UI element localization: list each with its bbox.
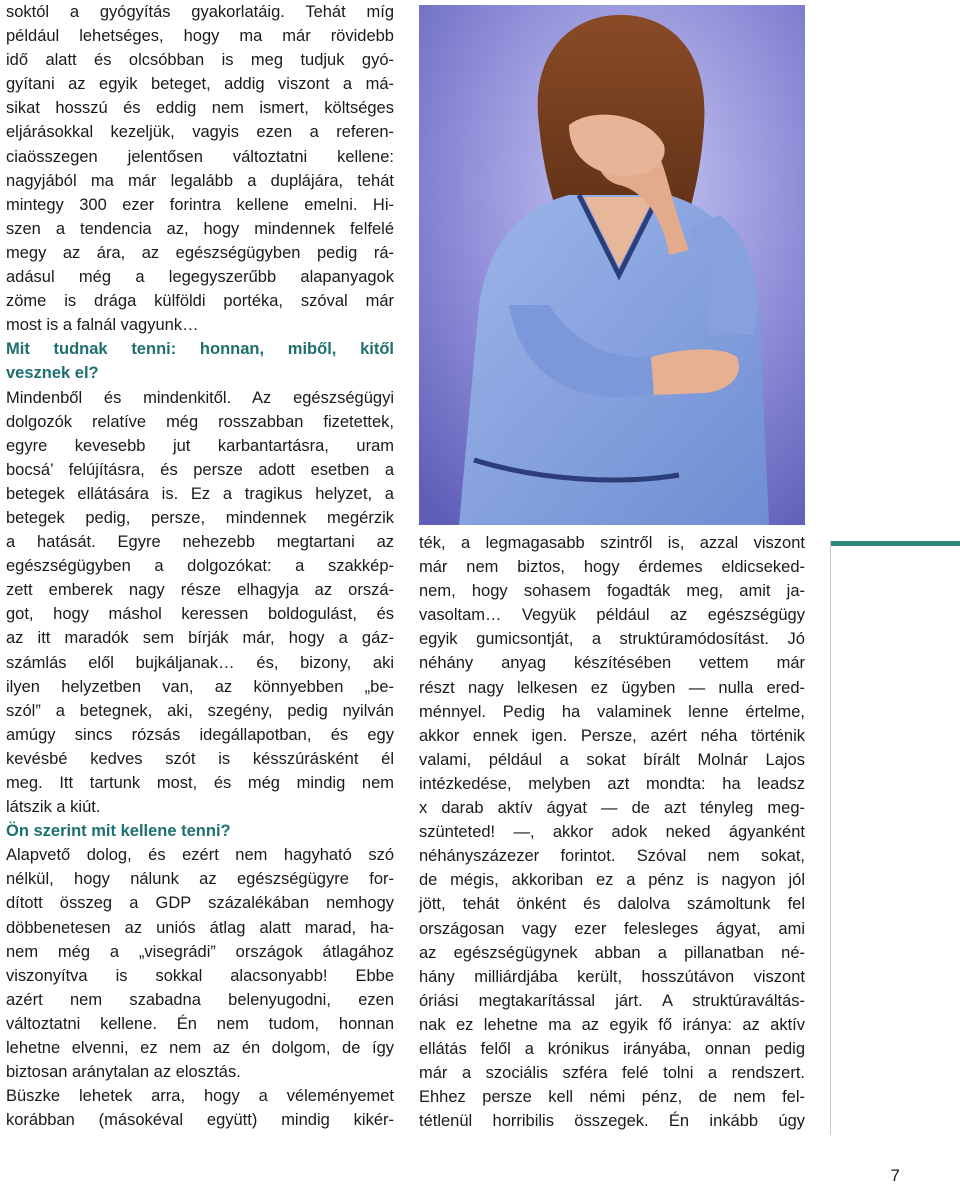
text-line: valami, például a sokat bírált Molnár Lajos [419, 750, 805, 769]
text-line: adásul még a legegyszerűbb alapanyagok [6, 268, 394, 287]
text-line: Alapvető dolog, és ezért nem hagyható szó [6, 846, 394, 865]
text-line: betegek pedig, persze, mindennek megérzik [6, 508, 394, 527]
text-line: ellátás felől a krónikus irányába, onnan pedig [419, 1039, 805, 1058]
page-number: 7 [890, 1166, 900, 1185]
text-line: hány milliárdjába került, hosszútávon viszont [419, 967, 805, 986]
text-line: sikat hosszú és eddig nem ismert, költséges [6, 99, 394, 118]
text-line: Mindenből és mindenkitől. Az egészségügyi [6, 388, 394, 407]
text-line: x darab aktív ágyat — de azt tényleg meg- [419, 799, 805, 818]
text-line: dított összeg a GDP százalékában nemhogy [6, 894, 394, 913]
text-line: ciaösszegen jelentősen változtatni kellene: [6, 147, 394, 166]
text-line: néhány anyag készítésében vettem már [419, 654, 805, 673]
question-line: vesznek el? [6, 364, 99, 383]
text-line: változtatni kellene. Én nem tudom, honnan [6, 1014, 394, 1033]
text-line: nagyjából ma már legalább a duplájára, tehát [6, 171, 394, 190]
text-line: nem, hogy sohasem fogadták meg, amit ja- [419, 582, 805, 601]
text-line: például lehetséges, hogy ma már rövidebb [6, 27, 394, 46]
text-line: vasoltam… Vegyük például az egészségügy [419, 606, 805, 625]
text-line: betegek ellátására is. Ez a tragikus helyzet, a [6, 484, 394, 503]
text-line: mintegy 300 ezer forintra kellene emelni. Hi- [6, 195, 394, 214]
text-line: óriási megtakarítással járt. A struktúraváltás- [419, 991, 805, 1010]
text-line: az egészségügynek abban a pillanatban né- [419, 943, 805, 962]
text-line: ilyen helyzetben van, az könnyebben „be- [6, 677, 394, 696]
text-line: soktól a gyógyítás gyakorlatáig. Tehát míg [6, 3, 394, 21]
text-line: meg. Itt tartunk most, és még mindig nem [6, 774, 394, 792]
text-line: got, hogy máshol keressen boldogulást, és [6, 605, 394, 624]
text-line: Büszke lehetek arra, hogy a véleményemet [6, 1087, 394, 1106]
text-line: országosan vagy ezer felesleges ágyat, ami [419, 919, 805, 938]
text-line: megy az ára, az egészségügyben pedig rá- [6, 243, 394, 262]
text-line: ték, a legmagasabb szintről is, azzal viszont [419, 534, 805, 552]
text-line: biztosan aránytalan az elosztás. [6, 1063, 241, 1082]
text-line: azért nem szabadna belenyugodni, ezen [6, 990, 394, 1009]
text-line: zett emberek nagy része elhagyja az orszá- [6, 581, 394, 600]
text-line: dolgozók relatíve még rosszabban fizetettek, [6, 412, 394, 431]
text-line: már nem biztos, hogy érdemes eldicseked- [419, 558, 805, 577]
question-line: Ön szerint mit kellene tenni? [6, 822, 231, 841]
text-line: szen a tendencia az, hogy mindennek felfelé [6, 219, 394, 238]
text-line: most is a falnál vagyunk… [6, 316, 199, 335]
text-line: nem még a „visegrádi” országok átlagához [6, 942, 394, 961]
text-line: de mégis, akkoriban ez a pénz is nagyon jól [419, 871, 805, 890]
text-line: viszonyítva is sokkal alacsonyabb! Ebbe [6, 966, 394, 985]
photo-nurse-in-distress [419, 5, 805, 525]
text-line: néhányszázezer forintot. Szóval nem sokat, [419, 847, 805, 866]
text-line: eljárásokkal kezeljük, vagyis ezen a referen- [6, 123, 394, 142]
text-line: lehetne elvenni, ez nem az én dolgom, de így [6, 1039, 394, 1058]
text-line: akkor ennek igen. Persze, azért néha történik [419, 726, 805, 745]
right-text-column [419, 531, 805, 1133]
text-line: egyre kevesebb jut karbantartásra, uram [6, 436, 394, 455]
text-line: intézkedése, melyben azt mondta: ha leadsz [419, 774, 805, 793]
text-line: idő alatt és olcsóbban is meg tudjuk gyó- [6, 51, 394, 70]
text-line: nak ez lehetne ma az egyik fő iránya: az aktív [419, 1015, 805, 1034]
text-line: nélkül, hogy nálunk az egészségügyre for- [6, 870, 394, 889]
left-text-column [6, 0, 394, 1132]
text-line: a hatását. Egyre nehezebb megtartani az [6, 533, 394, 552]
text-line: ménnyel. Pedig ha valaminek lenne értelme, [419, 702, 805, 721]
text-line: döbbenetesen az uniós átlag alatt marad, ha- [6, 918, 394, 937]
question-line: Mit tudnak tenni: honnan, miből, kitől [6, 340, 394, 359]
column-divider [830, 541, 831, 1135]
text-line: egészségügyben a dolgozókat: a szakkép- [6, 557, 394, 576]
text-line: amúgy sincs rózsás idegállapotban, és egy [6, 725, 394, 744]
text-line: zöme is drága külföldi portéka, szóval már [6, 292, 394, 311]
text-line: szünteted! —, akkor adok neked ágyanként [419, 823, 805, 842]
text-line: kevésbé kedves szót is késszúrásként él [6, 749, 394, 768]
text-line: korábban (másokéval együtt) mindig kikér- [6, 1111, 394, 1130]
text-line: számlás elől bujkáljanak… és, bizony, aki [6, 653, 394, 672]
text-line: gyítani az egyik beteget, addig viszont a má- [6, 75, 394, 94]
text-line: jött, tehát önként és dalolva számoltunk fel [419, 895, 805, 914]
text-line: bocsá’ felújításra, és persze adott esetben a [6, 460, 394, 479]
text-line: látszik a kiút. [6, 798, 101, 817]
accent-bar [831, 541, 960, 546]
text-line: részt nagy lelkesen ez ügyben — nulla ered- [419, 678, 805, 697]
text-line: szól” a betegnek, aki, szegény, pedig nyilván [6, 701, 394, 720]
text-line: Ehhez persze kell némi pénz, de nem fel- [419, 1088, 805, 1107]
text-line: már a szociális szféra felé tolni a rendszert. [419, 1064, 805, 1083]
text-line: az itt maradók sem bírják már, hogy a gáz- [6, 629, 394, 648]
text-line: tétlenül horribilis összegek. Én inkább úgy [419, 1112, 805, 1131]
text-line: egyik gumicsontját, a struktúramódosítást. Jó [419, 630, 805, 649]
